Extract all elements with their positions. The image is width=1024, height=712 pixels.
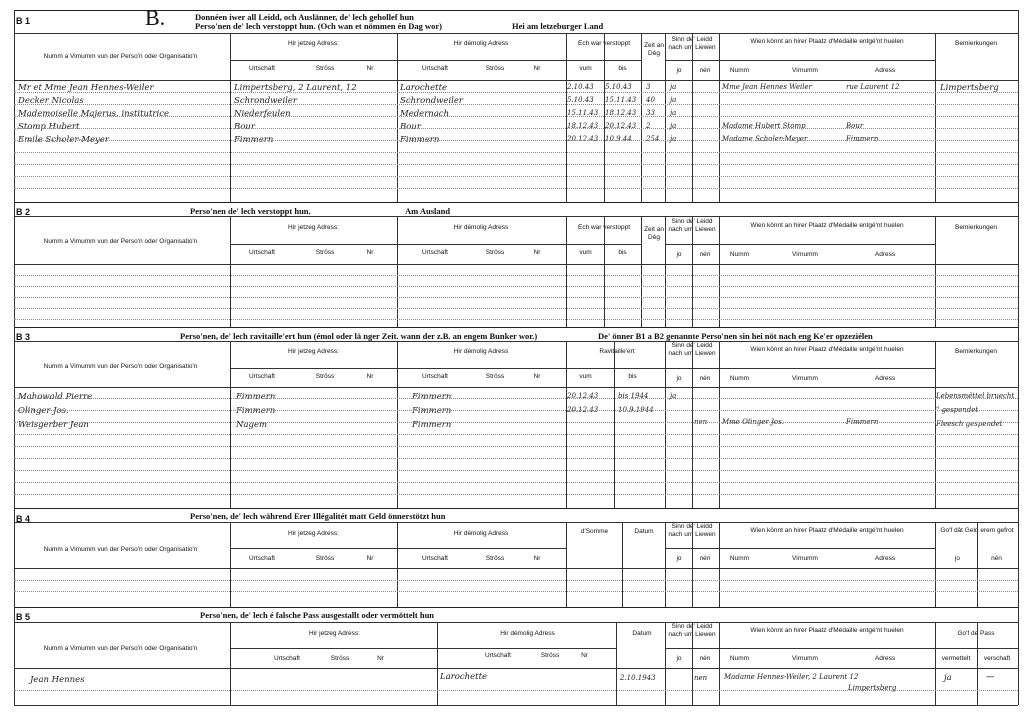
b3-row-name: Olinger Jos. bbox=[18, 406, 69, 416]
b3-header-medal-name: Numm bbox=[729, 375, 750, 382]
b1-row-days: 254 bbox=[646, 135, 660, 143]
b1-row-remark: Limpertsberg bbox=[940, 83, 999, 93]
b4-col-divider bbox=[397, 522, 398, 607]
b5-row-date: 2.10.1943 bbox=[620, 674, 656, 682]
b4-header-money-yes: jo bbox=[954, 555, 961, 562]
b2-sub-rule bbox=[397, 244, 566, 245]
b5-header-name: Numm a Vimumm vun der Perso'n oder Organisatio'n bbox=[43, 645, 198, 652]
b3-header-rav: Ravitaille'ert bbox=[599, 348, 635, 355]
b2-header-former-nr: Nr bbox=[533, 249, 541, 256]
b1-header-to: bis bbox=[618, 65, 627, 72]
b4-header-money: Go'f dât Geld erem gefrot bbox=[940, 527, 1014, 534]
b4-header-former-town: Urtschaft bbox=[421, 555, 448, 562]
b1-row-former-address: Bour bbox=[400, 122, 421, 132]
b3-header-top bbox=[14, 341, 1018, 342]
b1-header-medal-addr: Adress bbox=[874, 67, 896, 74]
section-b1-title-line1: Donnéen iwer all Leidd, och Auslänner, de' lech gehollef hun bbox=[195, 12, 414, 22]
b4-row-rule bbox=[14, 591, 1018, 592]
b2-col-divider bbox=[935, 216, 936, 327]
b1-header-former: Hir démolig Adress bbox=[453, 40, 509, 47]
b1-header-name: Numm a Vimumm vun der Perso'n oder Organisatio'n bbox=[43, 53, 198, 60]
b3-row-remark: Lebensmëttel bruecht bbox=[936, 392, 1015, 400]
b1-row-medal-address: Fimmern bbox=[846, 135, 879, 143]
b1-row-days: 2 bbox=[646, 122, 651, 130]
section-b5-code: B 5 bbox=[16, 612, 31, 622]
form-bottom-rule bbox=[14, 705, 1018, 706]
b1-row-rule bbox=[14, 164, 1018, 165]
b2-header-name: Numm a Vimumm vun der Perso'n oder Organisatio'n bbox=[43, 238, 198, 245]
b1-header-medal-first: Virnumm bbox=[792, 67, 818, 74]
b2-row-rule bbox=[14, 275, 1018, 276]
b4-col-divider bbox=[977, 522, 978, 607]
b3-header-medal-first: Virnumm bbox=[792, 375, 818, 382]
b2-row-rule bbox=[14, 297, 1018, 298]
section-b5-top-rule bbox=[14, 607, 1018, 608]
section-b1-title-right: Hei am letzeburger Land bbox=[512, 21, 604, 31]
b5-header-no: nén bbox=[699, 655, 711, 662]
form-right-border bbox=[1018, 10, 1019, 705]
b3-header-name: Numm a Vimumm vun der Perso'n oder Organisatio'n bbox=[43, 363, 198, 370]
b1-sub-rule bbox=[665, 60, 719, 61]
b5-header-former: Hir démolig Adress bbox=[500, 630, 555, 637]
b1-row-medal-address: rue Laurent 12 bbox=[846, 83, 900, 91]
b2-header-medal-name: Numm bbox=[729, 251, 750, 258]
b4-header-former: Hir démolig Adress bbox=[453, 530, 509, 537]
b5-header-town: Urtschaft bbox=[273, 655, 300, 662]
b1-row-current-address: Schrondweiler bbox=[234, 96, 297, 106]
b3-header-former-town: Urtschaft bbox=[421, 373, 448, 380]
b1-row-from: 18.12.43 bbox=[567, 122, 599, 130]
b3-row-rule bbox=[14, 458, 1018, 459]
b3-row-rule bbox=[14, 410, 1018, 411]
b3-row-to: bis 1944 bbox=[618, 392, 649, 400]
b2-row-rule bbox=[14, 319, 1018, 320]
b1-row-name: Stomp Hubert bbox=[18, 122, 80, 132]
b2-header-medal-addr: Adress bbox=[874, 251, 896, 258]
b1-row-medal-name: Madame Hubert Stomp bbox=[722, 122, 806, 130]
b1-row-rule bbox=[14, 104, 1018, 105]
b3-row-remark: " gespendet bbox=[936, 406, 979, 414]
section-b2-title-right: Am Ausland bbox=[405, 206, 451, 216]
b1-header-street: Ströss bbox=[315, 65, 335, 72]
b5-header-bottom bbox=[14, 668, 1018, 669]
b1-row-to: 20.12.43 bbox=[605, 122, 637, 130]
section-b4-title: Perso'nen, de' lech während Erer Illégalitét matt Geld önnerstötzt hun bbox=[190, 511, 446, 521]
b2-header-top bbox=[14, 216, 1018, 217]
b1-header-medal: Wien könnt an hirer Plaatz d'Médaille entgé'nt huelen bbox=[750, 38, 904, 45]
b5-row-name: Jean Hennes bbox=[30, 675, 85, 685]
b1-row-former-address: Fimmern bbox=[400, 135, 440, 145]
b1-row-current-address: Niederfeulen bbox=[234, 109, 291, 119]
section-b2-top-rule bbox=[14, 202, 1018, 203]
b4-header-town: Urtschaft bbox=[248, 555, 275, 562]
b4-header-money-no: nén bbox=[991, 555, 1002, 562]
b1-header-former-street: Ströss bbox=[485, 65, 505, 72]
b4-sub-rule bbox=[397, 548, 566, 549]
section-b4-code: B 4 bbox=[16, 514, 31, 524]
b4-header-yes: jo bbox=[676, 555, 682, 562]
b1-row-medal-name: Mme Jean Hennes Weiler bbox=[722, 83, 812, 91]
b2-header-medal-first: Virnumm bbox=[792, 251, 818, 258]
b3-header-street: Ströss bbox=[315, 373, 335, 380]
b4-header-medal: Wien könnt an hirer Plaatz d'Médaille entgé'nt huelen bbox=[750, 527, 904, 534]
b5-sub-rule bbox=[437, 648, 616, 649]
b2-col-divider bbox=[665, 216, 666, 327]
b1-header-hidden: Ech war verstoppt bbox=[577, 40, 631, 47]
b1-row-rule bbox=[14, 176, 1018, 177]
b4-col-divider bbox=[566, 522, 567, 607]
b3-sub-rule bbox=[230, 368, 397, 369]
b5-row-medal: Madame Hennes-Weiler, 2 Laurent 12 bbox=[724, 673, 859, 681]
section-b3-title-right: De' önner B1 a B2 genannte Perso'nen sin hei nöt nach eng Ke'er opzeziélen bbox=[598, 331, 873, 341]
b3-header-former: Hir démolig Adress bbox=[453, 348, 509, 355]
b5-col-divider bbox=[935, 622, 936, 705]
b1-header-former-town: Urtschaft bbox=[421, 65, 448, 72]
b3-sub-rule bbox=[397, 368, 566, 369]
b4-header-medal-addr: Adress bbox=[874, 555, 896, 562]
b4-col-divider bbox=[692, 522, 693, 607]
b4-header-alive: Sinn de' Leidd nach um Liewen bbox=[668, 523, 716, 538]
b3-header-town: Urtschaft bbox=[248, 373, 275, 380]
b5-sub-rule bbox=[665, 648, 719, 649]
b1-row-name: Mr et Mme Jean Hennes-Weiler bbox=[18, 83, 154, 93]
b1-row-former-address: Schrondweiler bbox=[400, 96, 463, 106]
b1-row-medal-name: Madame Scholer-Meyer bbox=[722, 135, 808, 143]
b3-row-from: 20.12.43 bbox=[567, 406, 599, 414]
b2-col-divider bbox=[604, 216, 605, 327]
b1-header-days: Zeit an Dég bbox=[644, 42, 664, 57]
b1-row-rule bbox=[14, 128, 1018, 129]
b2-header-current: Hir jetzeg Adress: bbox=[288, 224, 339, 231]
b2-header-bottom bbox=[14, 264, 1018, 265]
b4-header-current: Hir jetzeg Adress: bbox=[288, 530, 339, 537]
b1-row-from: 20.12.43 bbox=[567, 135, 599, 143]
b4-header-street: Ströss bbox=[315, 555, 335, 562]
b3-row-name: Weisgerber Jean bbox=[18, 420, 89, 430]
b2-header-days: Zeit an Dég bbox=[644, 226, 664, 241]
b5-col-divider bbox=[719, 622, 720, 705]
b1-row-to: 10.9.44 bbox=[605, 135, 632, 143]
b1-row-name: Decker Nicolas bbox=[18, 96, 84, 106]
b3-row-alive-yes: ja bbox=[670, 392, 677, 400]
b5-row-former: Larochette bbox=[440, 672, 488, 682]
b1-row-current-address: Bour bbox=[234, 122, 255, 132]
b2-col-divider bbox=[397, 216, 398, 327]
b5-header-top bbox=[14, 622, 1018, 623]
b1-header-medal-name: Numm bbox=[729, 67, 750, 74]
b2-header-nr: Nr bbox=[366, 249, 374, 256]
b3-row-alive-no: nen bbox=[694, 418, 708, 426]
form-letter: B. bbox=[145, 5, 166, 30]
b5-col-divider bbox=[665, 622, 666, 705]
b3-row-remark: Fleesch gespendet bbox=[936, 420, 1003, 428]
b1-row-rule bbox=[14, 140, 1018, 141]
b4-sub-rule bbox=[230, 548, 397, 549]
b5-header-former-street: Ströss bbox=[540, 652, 560, 659]
b5-header-medal-name: Numm bbox=[729, 655, 750, 662]
b4-col-divider bbox=[935, 522, 936, 607]
b1-row-former-address: Larochette bbox=[400, 83, 448, 93]
b1-row-to: 18.12.43 bbox=[605, 109, 637, 117]
b1-row-rule bbox=[14, 116, 1018, 117]
b3-row-rule bbox=[14, 422, 1018, 423]
b5-header-former-town: Urtschaft bbox=[484, 652, 511, 659]
b1-header-yes: jo bbox=[676, 67, 682, 74]
b5-header-medal-first: Virnumm bbox=[792, 655, 818, 662]
b3-header-no: nén bbox=[699, 375, 711, 382]
b4-header-former-street: Ströss bbox=[485, 555, 505, 562]
b1-row-days: 3 bbox=[646, 83, 651, 91]
b1-header-no: nén bbox=[699, 67, 711, 74]
section-b5-title: Perso'nen, de' lech é falsche Pass ausgestallt oder vermöttelt hun bbox=[200, 610, 435, 620]
b5-row-no: nen bbox=[694, 674, 708, 682]
b1-header-current: Hir jetzeg Adress: bbox=[288, 40, 339, 47]
b5-row-medal-line2: Limpertsberg bbox=[848, 684, 897, 692]
b2-header-street: Ströss bbox=[315, 249, 335, 256]
b1-row-days: 33 bbox=[646, 109, 655, 117]
b5-col-divider bbox=[977, 622, 978, 705]
b2-row-rule bbox=[14, 308, 1018, 309]
b4-header-medal-name: Numm bbox=[729, 555, 750, 562]
b2-sub-rule bbox=[665, 244, 719, 245]
section-b3-title: Perso'nen, de' lech ravitaille'ert hun (émol oder lä nger Zeit. wann der z.B. an engem Bunker wor.) bbox=[180, 331, 538, 341]
b3-header-current: Hir jetzeg Adress: bbox=[288, 348, 339, 355]
b3-row-current-address: Fimmern bbox=[236, 392, 276, 402]
b1-row-former-address: Medernach bbox=[400, 109, 450, 119]
b5-header-current: Hir jetzeg Adress: bbox=[309, 630, 360, 637]
form-left-border bbox=[14, 10, 15, 705]
b3-row-to: 10.9.1944 bbox=[618, 406, 654, 414]
b2-row-rule bbox=[14, 286, 1018, 287]
b4-header-medal-first: Virnumm bbox=[792, 555, 818, 562]
b2-sub-rule bbox=[230, 244, 397, 245]
b3-header-alive: Sinn de' Leidd nach um Liewen bbox=[668, 342, 716, 357]
section-b3-top-rule bbox=[14, 327, 1018, 328]
b3-row-rule bbox=[14, 482, 1018, 483]
b1-header-town: Urtschaft bbox=[248, 65, 275, 72]
b1-header-alive: Sinn de' Leidd nach um Liewen bbox=[668, 36, 716, 51]
b2-header-remarks: Bemierkungen bbox=[955, 224, 997, 231]
b3-row-from: 20.12.43 bbox=[567, 392, 599, 400]
b3-header-medal: Wien könnt an hirer Plaatz d'Médaille entgé'nt huelen bbox=[750, 346, 904, 353]
b3-header-remarks: Bemierkungen bbox=[955, 348, 997, 355]
b3-sub-rule bbox=[665, 368, 719, 369]
b1-row-rule bbox=[14, 188, 1018, 189]
b2-header-former: Hir démolig Adress bbox=[453, 224, 509, 231]
b3-sub-rule bbox=[566, 368, 665, 369]
b2-header-alive: Sinn de' Leidd nach um Liewen bbox=[668, 218, 716, 233]
b2-col-divider bbox=[719, 216, 720, 327]
section-b2-title: Perso'nen de' lech verstoppt hun. bbox=[190, 206, 311, 216]
b1-row-from: 2.10.43 bbox=[567, 83, 594, 91]
b5-header-yes: jo bbox=[676, 655, 682, 662]
b5-col-divider bbox=[437, 622, 438, 705]
b3-header-bottom bbox=[14, 387, 1018, 388]
b5-header-date: Datum bbox=[632, 630, 652, 637]
b5-header-former-nr: Nr bbox=[581, 652, 588, 659]
b4-header-top bbox=[14, 522, 1018, 523]
b4-sub-rule bbox=[665, 548, 719, 549]
b3-row-name: Mahowald Pierre bbox=[18, 392, 93, 402]
b3-header-former-street: Ströss bbox=[485, 373, 505, 380]
b1-row-name: Mademoiselle Majerus, institutrice bbox=[18, 109, 170, 119]
b4-header-nr: Nr bbox=[366, 555, 374, 562]
b1-sub-rule bbox=[719, 60, 935, 61]
b2-col-divider bbox=[692, 216, 693, 327]
b4-col-divider bbox=[665, 522, 666, 607]
b3-row-rule bbox=[14, 470, 1018, 471]
b4-header-bottom bbox=[14, 568, 1018, 569]
section-b1-code: B 1 bbox=[16, 16, 31, 26]
b5-header-pass-given: vermettelt bbox=[941, 655, 971, 662]
b1-row-alive-yes: ja bbox=[670, 135, 677, 143]
b4-header-no: nén bbox=[699, 555, 711, 562]
b5-header-nr: Nr bbox=[377, 655, 384, 662]
b1-sub-rule bbox=[397, 60, 566, 61]
b3-header-former-nr: Nr bbox=[533, 373, 541, 380]
b5-col-divider bbox=[616, 622, 617, 705]
b1-row-days: 40 bbox=[646, 96, 655, 104]
b3-row-medal-address: Fimmern bbox=[846, 418, 879, 426]
b3-header-medal-addr: Adress bbox=[874, 375, 896, 382]
b1-header-nr: Nr bbox=[366, 65, 374, 72]
b2-header-town: Urtschaft bbox=[248, 249, 275, 256]
b5-sub-rule bbox=[935, 648, 1018, 649]
b1-row-name: Emile Scholer-Meyer bbox=[18, 135, 109, 145]
b2-header-no: nén bbox=[699, 251, 711, 258]
b5-header-medal: Wien könnt an hirer Plaatz d'Médaille entgé'nt huelen bbox=[750, 627, 904, 634]
b3-header-from: vum bbox=[579, 373, 592, 380]
b1-row-from: 15.11.43 bbox=[567, 109, 599, 117]
b5-header-medal-addr: Adress bbox=[874, 655, 896, 662]
b1-header-former-nr: Nr bbox=[533, 65, 541, 72]
section-b1-title-line2: Perso'nen de' lech verstoppt hun. (Och wan et nömmen én Dag wor) bbox=[195, 21, 442, 31]
b1-row-current-address: Fimmern bbox=[234, 135, 274, 145]
section-b4-top-rule bbox=[14, 508, 1018, 509]
b2-sub-rule bbox=[566, 244, 641, 245]
b2-sub-rule bbox=[719, 244, 935, 245]
b1-row-current-address: Limpertsberg, 2 Laurent, 12 bbox=[234, 83, 357, 93]
b3-row-rule bbox=[14, 398, 1018, 399]
b2-header-medal: Wien könnt an hirer Plaatz d'Médaille entgé'nt huelen bbox=[750, 222, 904, 229]
b1-header-top bbox=[14, 33, 1018, 34]
b4-sub-rule bbox=[719, 548, 935, 549]
b4-header-sum: d'Somme bbox=[580, 528, 609, 535]
b1-row-to: 15.11.43 bbox=[605, 96, 637, 104]
section-b3-code: B 3 bbox=[16, 332, 31, 342]
b5-header-alive: Sinn de' Leidd nach um Liewen bbox=[668, 623, 716, 638]
b4-row-rule bbox=[14, 580, 1018, 581]
b1-row-alive-yes: ja bbox=[670, 122, 677, 130]
b3-header-to: bis bbox=[628, 373, 637, 380]
b1-header-bottom bbox=[14, 80, 1018, 81]
b2-col-divider bbox=[566, 216, 567, 327]
b3-header-yes: jo bbox=[676, 375, 682, 382]
b4-col-divider bbox=[622, 522, 623, 607]
b3-row-current-address: Nagem bbox=[236, 420, 268, 430]
b5-sub-rule bbox=[230, 648, 437, 649]
b2-header-to: bis bbox=[618, 249, 627, 256]
b3-row-rule bbox=[14, 446, 1018, 447]
b5-row-rule bbox=[14, 690, 1018, 691]
b3-row-current-address: Fimmern bbox=[236, 406, 276, 416]
b1-row-to: 5.10.43 bbox=[605, 83, 632, 91]
b1-header-remarks: Bemierkungen bbox=[955, 40, 997, 47]
section-b2-code: B 2 bbox=[16, 207, 31, 217]
b4-header-former-nr: Nr bbox=[533, 555, 541, 562]
b5-col-divider bbox=[230, 622, 231, 705]
b2-header-hidden: Ech war verstoppt bbox=[577, 224, 631, 231]
b3-row-former-address: Fimmern bbox=[412, 420, 452, 430]
b1-sub-rule bbox=[230, 60, 397, 61]
b2-col-divider bbox=[641, 216, 642, 327]
b3-row-former-address: Fimmern bbox=[412, 392, 452, 402]
b1-row-alive-yes: ja bbox=[670, 83, 677, 91]
b3-header-nr: Nr bbox=[366, 373, 374, 380]
b1-row-medal-address: Bour bbox=[846, 122, 864, 130]
b2-col-divider bbox=[230, 216, 231, 327]
b1-row-alive-yes: ja bbox=[670, 96, 677, 104]
b3-row-former-address: Fimmern bbox=[412, 406, 452, 416]
b5-header-pass: Go'f de Pass bbox=[957, 630, 995, 637]
b3-row-medal-name: Mme Olinger Jos. bbox=[722, 418, 784, 426]
b1-header-from: vum bbox=[579, 65, 592, 72]
b4-col-divider bbox=[230, 522, 231, 607]
b1-row-alive-yes: ja bbox=[670, 109, 677, 117]
b3-sub-rule bbox=[719, 368, 935, 369]
b5-col-divider bbox=[692, 622, 693, 705]
b2-header-yes: jo bbox=[676, 251, 682, 258]
b3-row-rule bbox=[14, 434, 1018, 435]
b2-header-former-town: Urtschaft bbox=[421, 249, 448, 256]
b2-header-from: vum bbox=[579, 249, 592, 256]
b1-sub-rule bbox=[566, 60, 641, 61]
b2-header-former-street: Ströss bbox=[485, 249, 505, 256]
b4-col-divider bbox=[719, 522, 720, 607]
b1-row-rule bbox=[14, 152, 1018, 153]
b5-row-issued: — bbox=[986, 672, 995, 682]
b5-sub-rule bbox=[719, 648, 935, 649]
b3-row-rule bbox=[14, 494, 1018, 495]
b4-header-name: Numm a Vimumm vun der Perso'n oder Organisatio'n bbox=[43, 546, 198, 553]
b4-header-date: Datum bbox=[634, 528, 654, 535]
b1-row-rule bbox=[14, 92, 1018, 93]
b5-header-street: Ströss bbox=[330, 655, 350, 662]
b5-header-pass-issued: verschaft bbox=[983, 655, 1011, 662]
b1-row-from: 5.10.43 bbox=[567, 96, 594, 104]
b5-row-given: ja bbox=[944, 673, 952, 683]
